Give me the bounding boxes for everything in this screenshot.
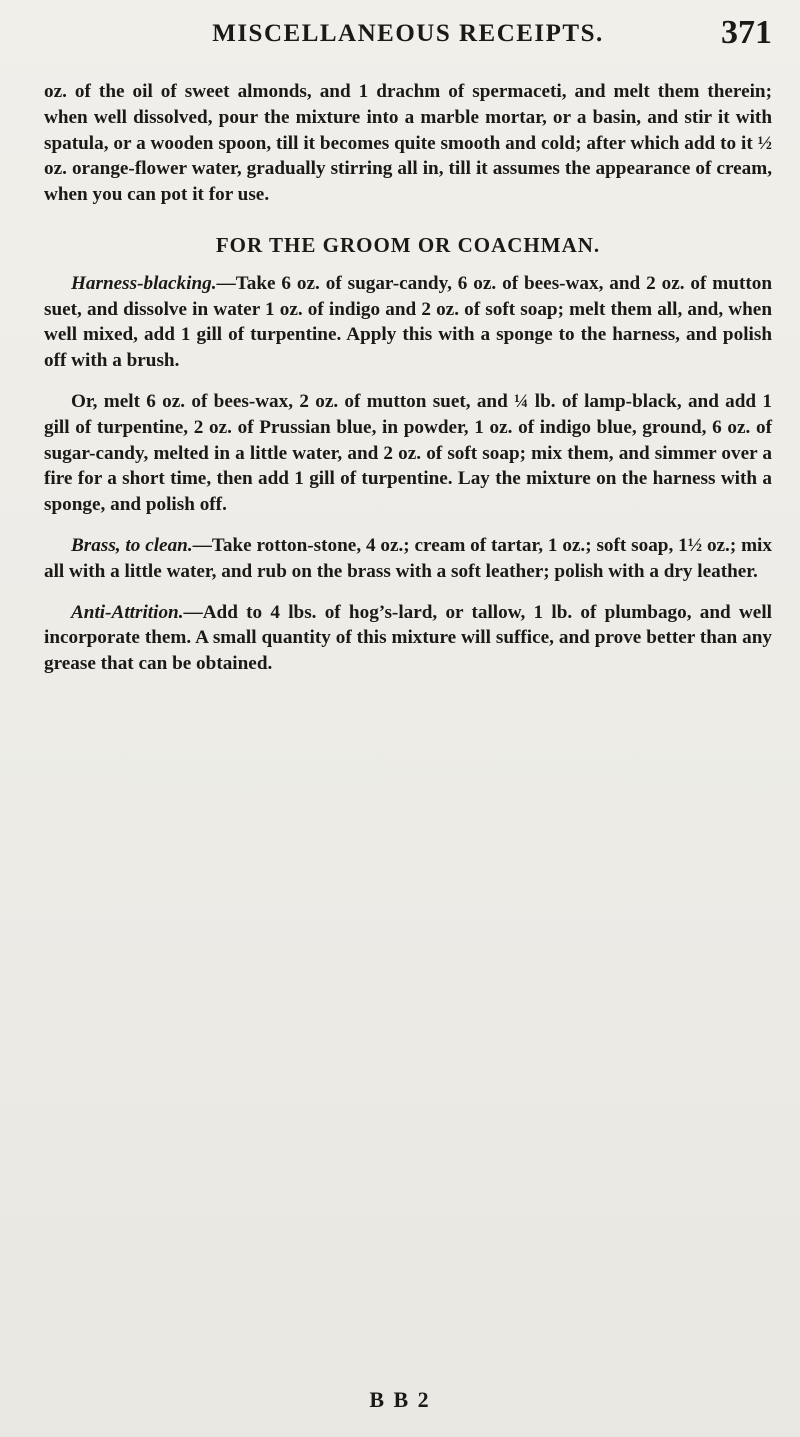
receipt-brass-clean	[44, 533, 772, 585]
receipt-anti-attrition	[44, 600, 772, 677]
receipt-text: —Take 6 oz. of sugar-candy, 6 oz. of bees-wax, and 2 oz. of mutton suet, and dissolve in water 1 oz. of indigo and 2 oz. of soft soap; melt them all, and, when well mixed, add 1 gill of turpentine. Apply this with a sponge to the harness, and polish off with a brush.	[44, 272, 772, 372]
paragraph-gap	[44, 585, 772, 600]
section-heading: FOR THE GROOM OR COACHMAN.	[215, 232, 601, 257]
paragraph-gap	[44, 374, 772, 389]
intro-paragraph: oz. of the oil of sweet almonds, and 1 drachm of spermaceti, and melt them therein; when well dissolved, pour the mixture into a marble mortar, or a basin, and stir it with spatula, or a wooden spoon, till it becomes quite smooth and cold; after which add to it ½ oz. orange-flower water, gradually stirring all in, till it assumes the appearance of cream, when you can pot it for use.	[44, 81, 772, 206]
printer-signature-mark: B B 2	[369, 1387, 431, 1412]
receipt-harness-blacking-alt	[44, 389, 772, 518]
receipt-text: —Take rotton-stone, 4 oz.; cream of tartar, 1 oz.; soft soap, 1½ oz.; mix all with a little water, and rub on the brass with a soft leather; polish with a dry leather.	[44, 534, 772, 582]
running-title: MISCELLANEOUS RECEIPTS.	[212, 20, 604, 47]
receipt-text: —Add to 4 lbs. of hog’s-lard, or tallow, 1 lb. of plumbago, and well incorporate them. A small quantity of this mixture will suffice, and prove better than any grease that can be obtained.	[44, 601, 772, 675]
page-body	[44, 79, 772, 677]
page-number: 371	[721, 14, 772, 51]
receipt-title: Brass, to clean.	[71, 534, 193, 556]
receipt-title: Harness-blacking.	[71, 272, 217, 294]
receipt-harness-blacking	[44, 271, 772, 374]
page-header	[44, 14, 772, 58]
receipt-title: Anti-Attrition.	[71, 601, 184, 623]
paragraph-gap	[44, 518, 772, 533]
receipt-text: Or, melt 6 oz. of bees-wax, 2 oz. of mutton suet, and ¼ lb. of lamp-black, and add 1 gill of turpentine, 2 oz. of Prussian blue, in powder, 1 oz. of indigo blue, ground, 6 oz. of sugar-candy, melted in a little water, and 2 oz. of soft soap; mix them, and simmer over a fire for a short time, then add 1 gill of turpentine. Lay the mixture on the harness with a sponge, and polish off.	[44, 390, 772, 516]
